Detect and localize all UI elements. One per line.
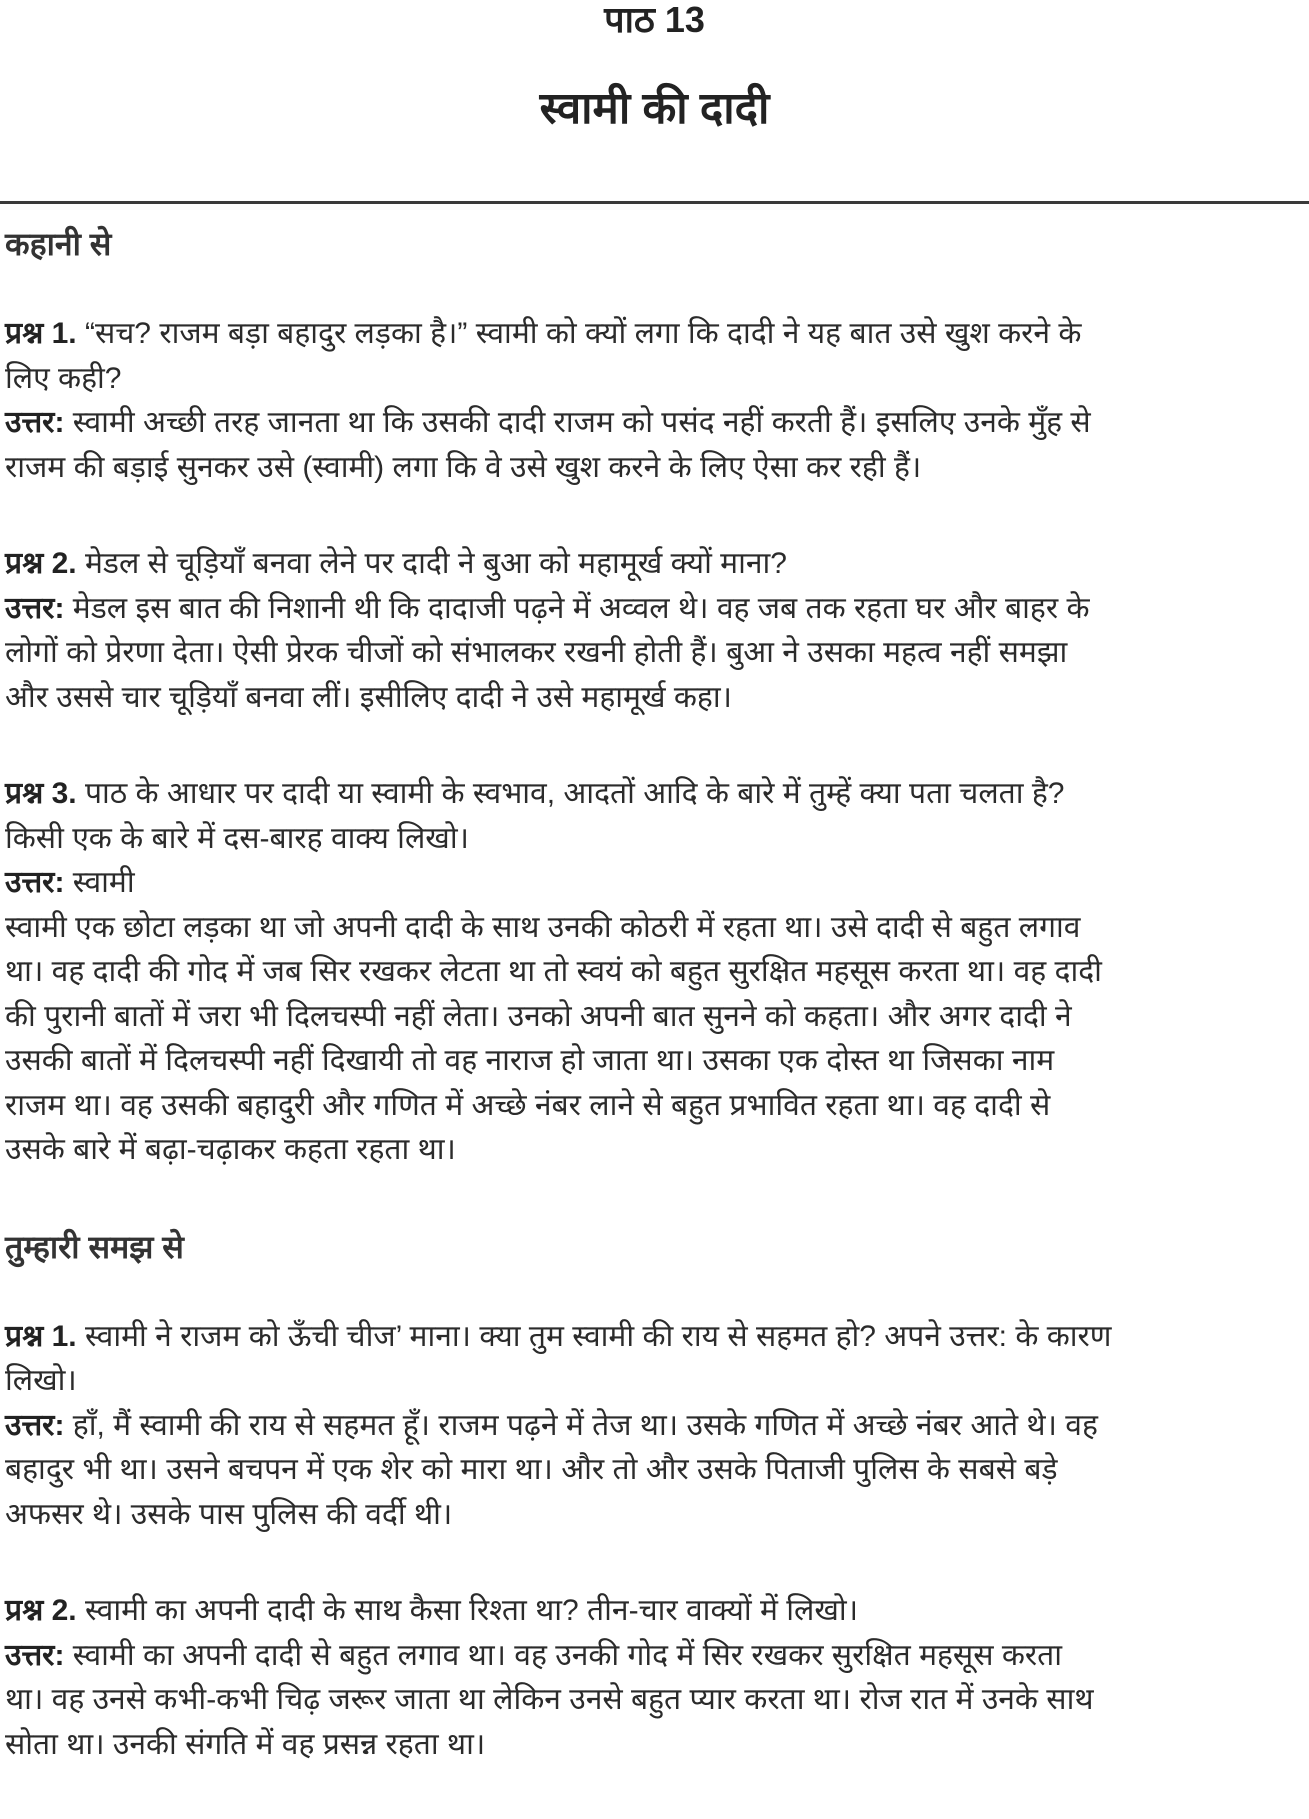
- answer-text: लोगों को प्रेरणा देता। ऐसी प्रेरक चीजों को संभालकर रखनी होती हैं। बुआ ने उसका महत्व नहीं समझा: [5, 636, 1068, 669]
- question-line: [5, 357, 1305, 402]
- answer-line: [5, 1678, 1305, 1723]
- answer-line: [5, 401, 1305, 446]
- question-label: प्रश्न 1.: [5, 317, 77, 350]
- answer-text: स्वामी एक छोटा लड़का था जो अपनी दादी के साथ उनकी कोठरी में रहता था। उसे दादी से बहुत लगाव: [5, 910, 1081, 944]
- question-label: प्रश्न 1.: [5, 1319, 77, 1353]
- question-text: किसी एक के बारे में दस-बारह वाक्य लिखो।: [5, 821, 469, 855]
- answer-text: था। वह दादी की गोद में जब सिर रखकर लेटता था तो स्वयं को बहुत सुरक्षित महसूस करता था। वह दादी: [5, 955, 1102, 988]
- section: [5, 222, 1305, 1173]
- question-line: [5, 1359, 1305, 1404]
- question-text: मेडल से चूड़ियाँ बनवा लेने पर दादी ने बुआ को महामूर्ख क्यों माना?: [84, 547, 787, 580]
- answer-line: [5, 1084, 1305, 1129]
- question-line: [5, 1315, 1305, 1360]
- answer-label: उत्तर:: [5, 866, 65, 899]
- question-block: [5, 1589, 1305, 1767]
- answer-text: बहादुर भी था। उसने बचपन में एक शेर को मारा था। और तो और उसके पिताजी पुलिस के सबसे बड़े: [5, 1453, 1058, 1486]
- question-block: [5, 542, 1305, 720]
- answer-text: हाँ, मैं स्वामी की राय से सहमत हूँ। राजम पढ़ने में तेज था। उसके गणित में अच्छे नंबर आते थे। वह: [72, 1408, 1098, 1442]
- answer-line: [5, 631, 1305, 676]
- question-text: स्वामी का अपनी दादी के साथ कैसा रिश्ता था? तीन-चार वाक्यों में लिखो।: [84, 1594, 859, 1627]
- question-line: [5, 1589, 1305, 1634]
- answer-line: [5, 1448, 1305, 1493]
- question-text: “सच? राजम बड़ा बहादुर लड़का है।” स्वामी को क्यों लगा कि दादी ने यह बात उसे खुश करने के: [84, 317, 1082, 350]
- answer-text: स्वामी का अपनी दादी से बहुत लगाव था। वह उनकी गोद में सिर रखकर सुरक्षित महसूस करता: [72, 1638, 1063, 1672]
- answer-line: [5, 950, 1305, 995]
- lesson-title: स्वामी की दादी: [539, 84, 770, 133]
- question-text: पाठ के आधार पर दादी या स्वामी के स्वभाव, आदतों आदि के बारे में तुम्हें क्या पता चलता है?: [84, 777, 1065, 810]
- answer-label: उत्तर:: [5, 406, 65, 439]
- divider: [0, 201, 1309, 204]
- answer-text: स्वामी अच्छी तरह जानता था कि उसकी दादी राजम को पसंद नहीं करती हैं। इसलिए उनके मुँह से: [72, 406, 1091, 439]
- answer-line: [5, 676, 1305, 721]
- answer-label: उत्तर:: [5, 1638, 65, 1672]
- answer-line: [5, 1723, 1305, 1768]
- section-heading: तुम्हारी समझ से: [5, 1228, 184, 1265]
- question-text: स्वामी ने राजम को ऊँची चीज’ माना। क्या तुम स्वामी की राय से सहमत हो? अपने उत्तर: के कारण: [84, 1319, 1112, 1353]
- answer-text: उसके बारे में बढ़ा-चढ़ाकर कहता रहता था।: [5, 1133, 456, 1166]
- answer-line: [5, 587, 1305, 632]
- answer-line: [5, 995, 1305, 1040]
- section-heading: कहानी से: [5, 226, 112, 262]
- question-label: प्रश्न 3.: [5, 777, 77, 810]
- content: [5, 222, 1305, 1819]
- question-label: प्रश्न 2.: [5, 1594, 77, 1627]
- answer-text: मेडल इस बात की निशानी थी कि दादाजी पढ़ने में अव्वल थे। वह जब तक रहता घर और बाहर के: [72, 591, 1090, 625]
- question-line: [5, 817, 1305, 862]
- question-line: [5, 312, 1305, 357]
- answer-text: स्वामी: [72, 866, 135, 899]
- answer-label: उत्तर:: [5, 1408, 65, 1442]
- question-text: लिए कही?: [5, 361, 122, 395]
- answer-text: अफसर थे। उसके पास पुलिस की वर्दी थी।: [5, 1497, 453, 1531]
- answer-line: [5, 446, 1305, 491]
- question-line: [5, 772, 1305, 817]
- lesson-number: पाठ 13: [604, 0, 705, 40]
- question-block: [5, 312, 1305, 490]
- answer-line: [5, 1493, 1305, 1538]
- answer-line: [5, 1039, 1305, 1084]
- question-block: [5, 772, 1305, 1173]
- question-block: [5, 1315, 1305, 1538]
- answer-text: था। वह उनसे कभी-कभी चिढ़ जरूर जाता था लेकिन उनसे बहुत प्यार करता था। रोज रात में उनके साथ: [5, 1683, 1094, 1716]
- answer-line: [5, 1634, 1305, 1679]
- question-text: लिखो।: [5, 1364, 77, 1397]
- question-line: [5, 542, 1305, 587]
- answer-text: सोता था। उनकी संगति में वह प्रसन्न रहता था।: [5, 1727, 486, 1761]
- answer-line: [5, 1128, 1305, 1173]
- answer-text: राजम था। वह उसकी बहादुरी और गणित में अच्छे नंबर लाने से बहुत प्रभावित रहता था। वह दादी से: [5, 1088, 1051, 1122]
- answer-label: उत्तर:: [5, 591, 65, 625]
- answer-line: [5, 906, 1305, 951]
- answer-text: उसकी बातों में दिलचस्पी नहीं दिखायी तो वह नाराज हो जाता था। उसका एक दोस्त था जिसका नाम: [5, 1044, 1055, 1077]
- answer-text: की पुरानी बातों में जरा भी दिलचस्पी नहीं लेता। उनको अपनी बात सुनने को कहता। और अगर दादी ने: [5, 999, 1072, 1033]
- answer-line: [5, 1404, 1305, 1449]
- answer-line: [5, 861, 1305, 906]
- answer-text: और उससे चार चूड़ियाँ बनवा लीं। इसीलिए दादी ने उसे महामूर्ख कहा।: [5, 680, 732, 714]
- question-label: प्रश्न 2.: [5, 547, 77, 580]
- section: [5, 1225, 1305, 1768]
- answer-text: राजम की बड़ाई सुनकर उसे (स्वामी) लगा कि वे उसे खुश करने के लिए ऐसा कर रही हैं।: [5, 450, 922, 484]
